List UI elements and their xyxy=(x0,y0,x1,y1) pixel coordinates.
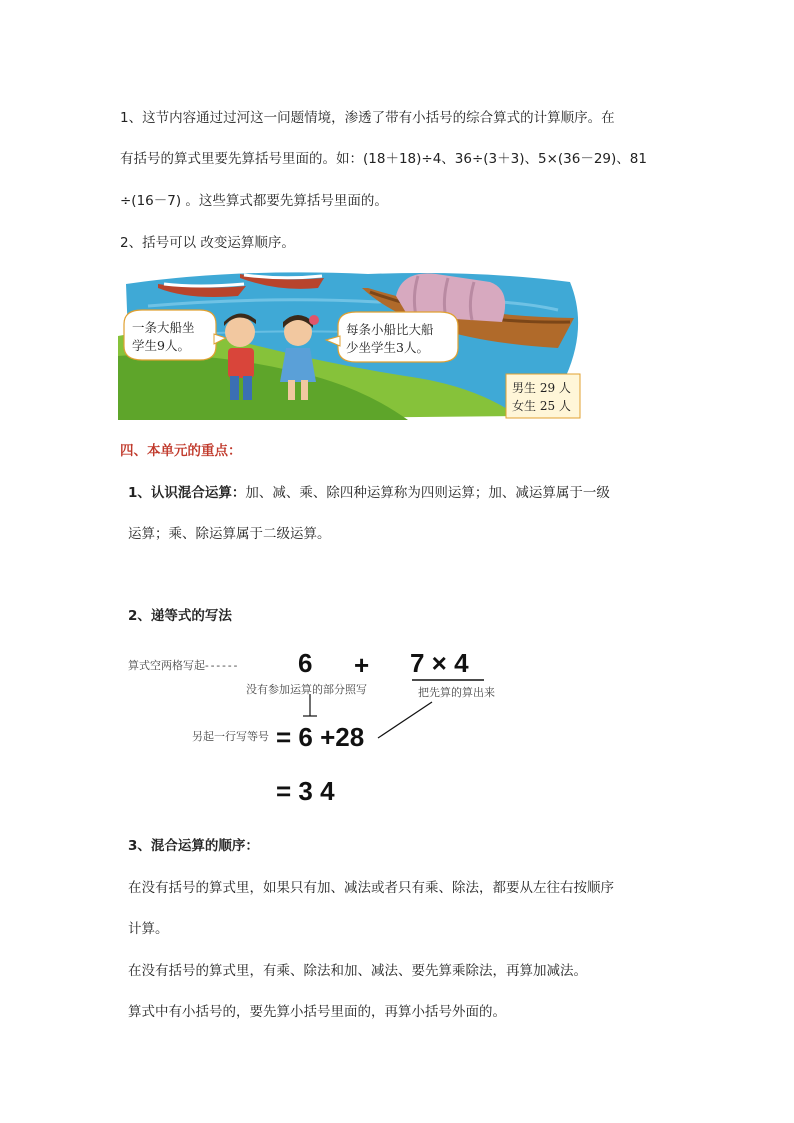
item-3-label: 3、混合运算的顺序： xyxy=(128,838,259,854)
diagram-note-first: 把先算的算出来 xyxy=(418,686,495,699)
sign-girls: 女生 25 人 xyxy=(512,399,571,413)
diagram-note-equals: 另起一行写等号 xyxy=(192,730,269,743)
intro-line-1: 1、这节内容通过过河这一问题情境，渗透了带有小括号的综合算式的计算顺序。在 xyxy=(120,110,615,126)
diagram-step-3: = 3 4 xyxy=(276,776,335,806)
intro-line-2: 有括号的算式里要先算括号里面的。如：(18＋18)÷4、36÷(3＋3)、5×(36－29)、81 xyxy=(120,151,647,167)
diagram-number-6: 6 xyxy=(298,648,313,678)
rule-1-line-2: 计算。 xyxy=(128,921,169,937)
bubble-left-line-2: 学生9人。 xyxy=(132,338,190,353)
item-1-continued: 运算；乘、除运算属于二级运算。 xyxy=(128,526,331,542)
bubble-left-line-1: 一条大船坐 xyxy=(132,320,195,335)
rule-3: 算式中有小括号的，要先算小括号里面的，再算小括号外面的。 xyxy=(128,1004,506,1020)
section-heading: 四、本单元的重点： xyxy=(120,443,242,459)
diagram-expression: 7 × 4 xyxy=(410,648,469,678)
diagram-dashes: ------ xyxy=(205,659,240,672)
item-2-label: 2、递等式的写法 xyxy=(128,608,232,624)
arrow-first-line xyxy=(378,702,432,738)
diagram-step-2: = 6 +28 xyxy=(276,722,365,752)
diagram-note-start-text: 算式空两格写起 xyxy=(128,659,205,672)
bubble-right-line-2: 少坐学生3人。 xyxy=(346,340,429,355)
diagram-plus: + xyxy=(354,650,370,680)
bubble-right-line-1: 每条小船比大船 xyxy=(346,322,434,337)
rule-1-line-1: 在没有括号的算式里，如果只有加、减法或者只有乘、除法，都要从左往右按顺序 xyxy=(128,880,614,896)
rule-2: 在没有括号的算式里，有乘、除法和加、减法、要先算乘除法，再算加减法。 xyxy=(128,963,587,979)
item-1-label: 1、认识混合运算： xyxy=(128,485,246,501)
item-1-text: 加、减、乘、除四种运算称为四则运算；加、减运算属于一级 xyxy=(245,485,610,501)
diagram-note-copy: 没有参加运算的部分照写 xyxy=(246,683,367,696)
intro-line-3: ÷(16－7) 。这些算式都要先算括号里面的。 xyxy=(120,193,388,209)
intro-point-2: 2、括号可以 改变运算顺序。 xyxy=(120,235,295,251)
sign-boys: 男生 29 人 xyxy=(512,381,571,395)
